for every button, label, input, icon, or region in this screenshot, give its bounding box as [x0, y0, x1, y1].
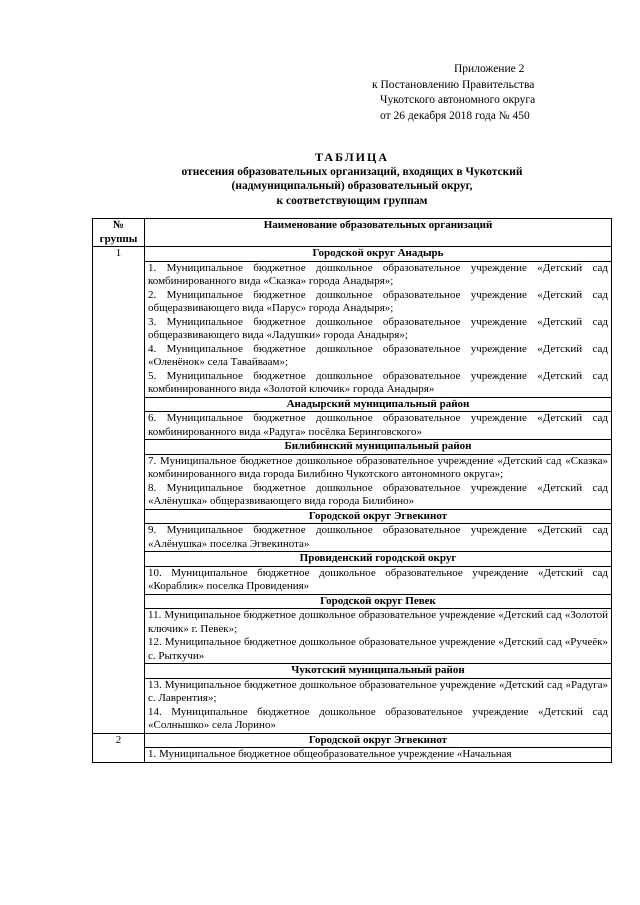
- org-list: [145, 524, 612, 552]
- org-list: [145, 678, 612, 733]
- district-row: [93, 733, 612, 748]
- district-row: [93, 509, 612, 524]
- org-item: 3. Муниципальное бюджетное дошкольное образовательное учреждение «Детский сад общеразвивающего вида «Ладушки» города Анадыря»;: [148, 315, 608, 341]
- district-name: Анадырский муниципальный район: [145, 397, 612, 412]
- org-list: [145, 609, 612, 664]
- org-item: 13. Муниципальное бюджетное дошкольное образовательное учреждение «Детский сад «Радуга» с. Лаврентия»;: [148, 678, 608, 704]
- org-item: 10. Муниципальное бюджетное дошкольное образовательное учреждение «Детский сад «Кораблик» поселка Провидения»: [148, 566, 608, 592]
- org-item: 12. Муниципальное бюджетное дошкольное образовательное учреждение «Детский сад «Ручеёк» с. Рыткучи»: [148, 636, 608, 662]
- org-item: 2. Муниципальное бюджетное дошкольное образовательное учреждение «Детский сад общеразвивающего вида «Парус» города Анадыря»;: [148, 288, 608, 314]
- header-org-name: Наименование образовательных организаций: [145, 219, 612, 247]
- groups-table: [92, 218, 612, 763]
- org-list: [145, 412, 612, 440]
- appendix-line: к Постановлению Правительства: [372, 78, 535, 91]
- org-item: 14. Муниципальное бюджетное дошкольное образовательное учреждение «Детский сад «Солнышко» села Лорино»: [148, 705, 608, 731]
- title-line: ТАБЛИЦА: [315, 150, 389, 164]
- org-item: 11. Муниципальное бюджетное дошкольное образовательное учреждение «Детский сад «Золотой ключик» г. Певек»;: [148, 609, 608, 635]
- appendix-block: [372, 62, 602, 124]
- org-list-row: [93, 566, 612, 594]
- district-row: [93, 440, 612, 455]
- org-list-row: [93, 454, 612, 509]
- org-list: [145, 748, 612, 763]
- org-item: 5. Муниципальное бюджетное дошкольное образовательное учреждение «Детский сад комбинированного вида «Золотой ключик» города Анадыря»: [148, 369, 608, 395]
- org-list-row: [93, 524, 612, 552]
- document-title: [92, 150, 612, 208]
- appendix-line: от 26 декабря 2018 года № 450: [380, 109, 530, 122]
- title-line: к соответствующим группам: [276, 194, 428, 207]
- district-row: [93, 552, 612, 567]
- district-name: Провиденский городской округ: [145, 552, 612, 567]
- appendix-line: Чукотского автономного округа: [380, 94, 536, 106]
- org-item: 8. Муниципальное бюджетное дошкольное образовательное учреждение «Детский сад «Алёнушка» общеразвивающего вида города Билибино»: [148, 481, 608, 507]
- appendix-line: Приложение 2: [454, 63, 525, 75]
- group-number-cell: 1: [93, 247, 145, 734]
- org-item: 1. Муниципальное бюджетное общеобразовательное учреждение «Начальная: [148, 748, 512, 760]
- title-line: (надмуниципальный) образовательный округ,: [231, 180, 473, 192]
- org-list-row: [93, 609, 612, 664]
- org-list: [145, 566, 612, 594]
- group-number-cell: 2: [93, 733, 145, 762]
- org-item: 7. Муниципальное бюджетное дошкольное образовательное учреждение «Детский сад «Сказка» комбинированного вида города Билибино Чукотского автономного округа»;: [148, 454, 608, 480]
- table-body: [93, 247, 612, 763]
- district-name: Чукотский муниципальный район: [145, 664, 612, 679]
- org-item: 4. Муниципальное бюджетное дошкольное образовательное учреждение «Детский сад «Оленёнок» села Тавайваам»;: [148, 342, 608, 368]
- title-line: отнесения образовательных организаций, входящих в Чукотский: [181, 165, 523, 178]
- table-header-row: [93, 219, 612, 247]
- org-list-row: [93, 261, 612, 397]
- header-group-number: № группы: [93, 219, 145, 247]
- district-row: [93, 664, 612, 679]
- district-name: Городской округ Певек: [145, 594, 612, 609]
- district-name: Городской округ Анадырь: [145, 247, 612, 262]
- org-item: 6. Муниципальное бюджетное дошкольное образовательное учреждение «Детский сад комбинированного вида «Радуга» посёлка Беринговского»: [148, 412, 608, 438]
- district-row: [93, 247, 612, 262]
- org-item: 9. Муниципальное бюджетное дошкольное образовательное учреждение «Детский сад «Алёнушка» поселка Эгвекинота»: [148, 524, 608, 550]
- district-name: Билибинский муниципальный район: [145, 440, 612, 455]
- org-list-row: [93, 412, 612, 440]
- org-list-row: [93, 678, 612, 733]
- district-row: [93, 397, 612, 412]
- org-list: [145, 261, 612, 397]
- org-list-row: [93, 748, 612, 763]
- org-list: [145, 454, 612, 509]
- district-name: Городской округ Эгвекинот: [145, 733, 612, 748]
- district-name: Городской округ Эгвекинот: [145, 509, 612, 524]
- org-item: 1. Муниципальное бюджетное дошкольное образовательное учреждение «Детский сад комбинированного вида «Сказка» города Анадыря»;: [148, 261, 608, 287]
- district-row: [93, 594, 612, 609]
